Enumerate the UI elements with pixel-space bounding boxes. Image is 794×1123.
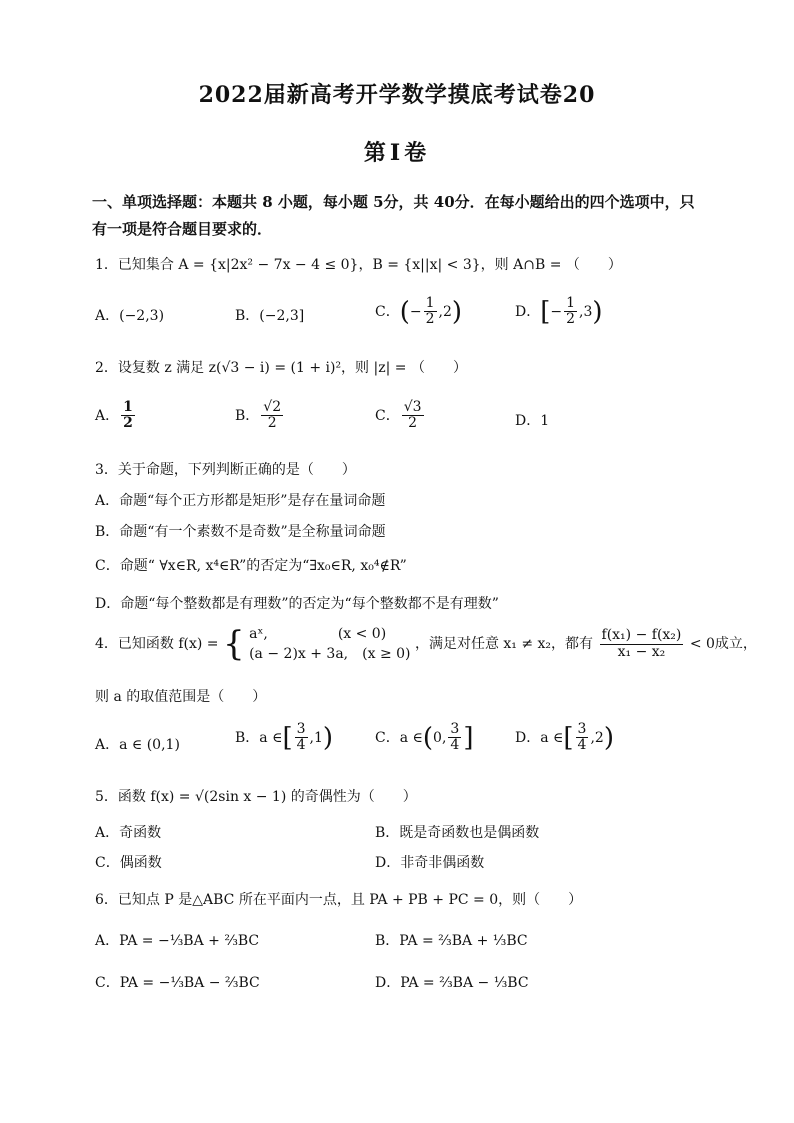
q4-stem-prefix: 4．已知函数 f(x) = xyxy=(95,636,219,652)
fraction-denominator: 2 xyxy=(425,311,435,328)
option-label: C．a ∈ xyxy=(375,729,423,746)
fraction-denominator: 4 xyxy=(450,737,460,754)
piece-2: (a − 2)x + 3a, (x ≥ 0) xyxy=(249,646,411,662)
question-1-stem: 1．已知集合 A = {x|2x² − 7x − 4 ≤ 0}，B = {x||x| < 3}，则 A∩B = （ ） xyxy=(95,257,622,273)
fraction-denominator: 4 xyxy=(296,737,306,754)
question-3-option-b: B．命题“有一个素数不是奇数”是全称量词命题 xyxy=(95,524,386,540)
question-3-stem: 3．关于命题，下列判断正确的是（ ） xyxy=(95,462,356,478)
fraction-numerator: 3 xyxy=(577,721,587,737)
question-1-option-d: D．[− $\frac{1}{2}$ ,3) xyxy=(515,295,603,328)
fraction-numerator: 3 xyxy=(450,721,460,737)
question-5-option-a: A．奇函数 xyxy=(95,825,162,841)
question-6-stem: 6．已知点 P 是△ABC 所在平面内一点，且 PA + PB + PC = 0，则（ ） xyxy=(95,892,583,908)
fraction-denominator: 2 xyxy=(123,415,133,432)
question-4-stem xyxy=(95,624,757,664)
question-6-option-c: C．PA = −⅓BA − ⅔BC xyxy=(95,975,260,991)
page-title: 2022届新高考开学数学摸底考试卷20 xyxy=(198,82,596,108)
option-label: D．a ∈ xyxy=(515,729,564,746)
fraction-denominator: 2 xyxy=(408,415,418,432)
fraction-numerator: 1 xyxy=(566,295,576,311)
section-instructions-line2: 有一项是符合题目要求的． xyxy=(92,220,273,238)
section-instructions-line1: 一、单项选择题：本题共 8 小题，每小题 5分，共 40分．在每小题给出的四个选项中，只 xyxy=(92,193,695,211)
question-4-stem-line2: 则 a 的取值范围是（ ） xyxy=(95,689,267,705)
piecewise-definition xyxy=(249,624,410,664)
question-3-option-d: D．命题“每个整数都是有理数”的否定为“每个整数都不是有理数” xyxy=(95,596,499,612)
question-3-option-c: C．命题“ ∀x∈R, x⁴∈R”的否定为“∃x₀∈R, x₀⁴∉R” xyxy=(95,558,407,574)
fraction-numerator: 3 xyxy=(296,721,306,737)
brace-symbol: { xyxy=(223,624,245,664)
fraction-denominator: 2 xyxy=(566,311,576,328)
fraction-numerator: 1 xyxy=(123,399,133,415)
question-6-option-a: A．PA = −⅓BA + ⅔BC xyxy=(95,933,260,949)
fraction-denominator: x₁ − x₂ xyxy=(617,643,666,660)
question-6-option-d: D．PA = ⅔BA − ⅓BC xyxy=(375,975,529,991)
question-5-stem: 5．函数 f(x) = √(2sin x − 1) 的奇偶性为（ ） xyxy=(95,789,417,805)
option-label: D． xyxy=(515,303,541,320)
fraction-denominator: 2 xyxy=(267,415,277,432)
option-label: B． xyxy=(235,407,260,424)
question-2-stem: 2．设复数 z 满足 z(√3 − i) = (1 + i)²，则 |z| = （ ） xyxy=(95,360,467,376)
q4-stem-middle: ，满足对任意 x₁ ≠ x₂，都有 xyxy=(414,636,594,652)
option-label: A． xyxy=(95,407,120,424)
question-1-option-c: C．(− $\frac{1}{2}$ ,2) xyxy=(375,295,463,328)
fraction-numerator: f(x₁) − f(x₂) xyxy=(601,627,682,644)
question-5-option-d: D．非奇非偶函数 xyxy=(375,855,485,871)
fraction-numerator: 1 xyxy=(425,295,435,311)
question-4-option-d: D．a ∈[ $\frac{3}{4}$ ,2) xyxy=(515,721,614,754)
piece-1: aˣ, (x < 0) xyxy=(249,626,387,642)
option-label: C． xyxy=(375,303,400,320)
question-2-option-a xyxy=(95,400,137,432)
question-2-option-c xyxy=(375,400,426,432)
fraction-numerator: √3 xyxy=(403,399,422,415)
question-5-option-b: B．既是奇函数也是偶函数 xyxy=(375,825,540,841)
option-label: B．a ∈ xyxy=(235,729,283,746)
question-4-option-b: B．a ∈[ $\frac{3}{4}$ ,1) xyxy=(235,721,334,754)
question-5-option-c: C．偶函数 xyxy=(95,855,162,871)
question-2-option-b xyxy=(235,400,285,432)
question-1-option-b: B．(−2,3] xyxy=(235,308,305,324)
question-2-option-d: D．1 xyxy=(515,413,550,429)
question-4-option-c: C．a ∈(0, $\frac{3}{4}$ ] xyxy=(375,721,474,754)
question-6-option-b: B．PA = ⅔BA + ⅓BC xyxy=(375,933,528,949)
q4-stem-suffix: < 0成立， xyxy=(689,636,757,652)
question-3-option-a: A．命题“每个正方形都是矩形”是存在量词命题 xyxy=(95,493,386,509)
fraction-numerator: √2 xyxy=(263,399,282,415)
fraction-denominator: 4 xyxy=(577,737,587,754)
volume-heading: 第Ⅰ卷 xyxy=(363,140,431,166)
option-label: C． xyxy=(375,407,400,424)
question-1-option-a: A．(−2,3) xyxy=(95,308,165,324)
question-4-option-a: A．a ∈ (0,1) xyxy=(95,737,180,753)
